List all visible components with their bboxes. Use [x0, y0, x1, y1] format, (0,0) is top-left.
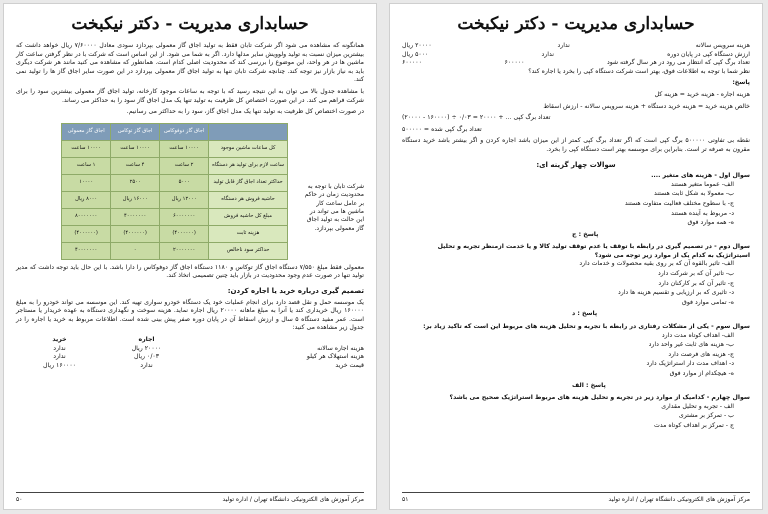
table-header: اجاق گاز دوفوکاس: [160, 123, 209, 140]
table-cell: ۱۰۰۰۰ ساعت: [111, 140, 160, 157]
option: د- اهداف مدت دار استراتژیک دارد: [646, 360, 734, 368]
left-page: [3, 3, 377, 510]
answer: پاسخ : الف: [572, 381, 606, 389]
table-cell: (۴۰۰۰۰۰۰): [111, 225, 160, 242]
footer-text: مرکز آموزش های الکترونیکی دانشگاه تهران / اداره تولید: [222, 496, 364, 503]
table-header: [209, 123, 288, 140]
table-cell: ۱۲۰۰۰ ریال: [160, 191, 209, 208]
table-cell: ۴ ساعت: [111, 157, 160, 174]
section-heading: سوالات چهار گزینه ای:: [536, 160, 616, 169]
table-cell: ندارد: [53, 353, 66, 361]
info-label: ارزش دستگاه کپی در پایان دوره: [667, 50, 750, 58]
page-footer: [16, 492, 364, 503]
paragraph: معمولی فقط مبلغ ۷/۵۵۰ دستگاه اجاق گاز توکاس و ۱۱۸۰ دستگاه اجاق گاز دوفوکاس را دارا باشد. با این حال باید توجه داشت که مدیر تولید تنها در صورت عدم وجود محدودیت در بازار باید چنین تصمیمی اتخاذ کند.: [16, 263, 365, 280]
table-row: [16, 362, 364, 371]
info-label: هزینه سرویس سالانه: [695, 42, 750, 49]
option: ه- همه موارد فوق: [687, 219, 734, 227]
info-value: ندارد: [557, 42, 570, 49]
option: ه- تمامی موارد فوق: [682, 298, 734, 306]
table-cell: ۲ ساعت: [160, 157, 209, 174]
table-cell: ۶۰۰۰۰۰۰۰: [160, 208, 209, 225]
question-note: نظر شما با توجه به اطلاعات فوق، بهتر است شرکت دستگاه کپی را بخرد یا اجاره کند؟: [528, 67, 750, 75]
table-cell: ۲۰۰۰۰۰۰۰: [160, 242, 209, 259]
table-cell: ۸۰۰۰۰۰۰۰: [62, 208, 111, 225]
table-cell: کل ساعات ماشین موجود: [209, 140, 288, 157]
option: ب- تاثیر آن که بر شرکت دارد: [658, 270, 734, 278]
paragraph: نقطه بی تفاوتی ۵۰۰۰۰۰ برگ کپی است که اگر تعداد برگ کپی کمتر از این میزان باشد اجاره کردن و اگر بیشتر باشد خرید دستگاه مقرون به صرفه تر است. بنابراین برای موسسه بهتر است دستگاه کپی را بخرد.: [402, 137, 750, 153]
option: الف- عموما متغیر هستند: [670, 180, 734, 188]
question-options: [402, 332, 750, 379]
info-value: ۵۰۰۰ ریال: [402, 50, 429, 58]
table-header: [190, 336, 364, 345]
info-line: [402, 51, 750, 60]
table-cell: (۴۰۰۰۰۰۰): [160, 225, 209, 242]
table-row: [62, 157, 288, 174]
option: د- مربوط به آینده هستند: [671, 209, 734, 217]
table-cell: مبلغ کل حاشیه فروش: [209, 208, 288, 225]
table-cell: ندارد: [53, 344, 66, 352]
table-row: [62, 174, 288, 191]
info-value: ۲۰۰۰۰ ریال: [402, 42, 432, 49]
paragraph: همانگونه که مشاهده می شود اگر شرکت تابان فقط به تولید اجاق گاز معمولی بپردازد سودی معادل ۷/۶۰۰۰۰ ریال خواهد داشت که بیشترین میزان نسبت به تولید ولوویش سایر مدلها دارد. اگر به شما می شود. از این اساس است که شرکت با در نظر گرفتن ساعت کار ماشین ها در هر واحد، این موضوع را بررسی کند که محدودیت اصلی کدام است. همانطور که مشاهده می کنید مانند هر شرکت دیگری باید به نیاز بازار نیز توجه کند. چنانچه شرکت تابان تنها به تولید اجاق گاز معمولی بپردازد در این صورت سایر اجاق گاز ها را تولید نمی کند.: [16, 42, 364, 84]
option: الف- تاثیر بالقوه آن که بر روی بقیه محصولات و خدمات دارد: [579, 260, 734, 268]
table-cell: حداکثر سود ناخالص: [209, 242, 288, 259]
option: الف - تجربه و تحلیل مقداری: [661, 402, 734, 410]
right-page: [389, 3, 763, 510]
table-header: اجاق گاز معمولی: [62, 123, 111, 140]
compare-table: [16, 336, 364, 370]
answer-label: پاسخ:: [732, 79, 750, 87]
table-row: [62, 242, 288, 259]
table-row: [62, 191, 288, 208]
table-header: خرید: [52, 335, 67, 343]
table-cell: ۱۰۰۰۰ ساعت: [62, 140, 111, 157]
table-cell: ۲۵۰۰: [111, 174, 160, 191]
option: الف- اهداف کوتاه مدت دارد: [661, 331, 734, 339]
paragraph: یک موسسه حمل و نقل قصد دارد برای انجام عملیات خود یک دستگاه خودرو سواری تهیه کند. این موسسه می تواند خودرو را به مبلغ ۱۶۰۰۰۰ ریال خریداری کند یا آنرا به مبلغ ماهانه ۲۰۰۰۰ ریال اجاره نماید. هزینه سوخت و نگهداری دستگاه به عهده خریدار یا مستاجر است. عمر مفید دستگاه ۵ سال و ارزش اسقاط آن در پایان دوره صفر پیش بینی شده است. اطلاعات مربوط به خرید یا اجاره را در جدول زیر مشاهده می کنید:: [16, 298, 365, 332]
option: ب- هزینه های ثابت غیر واحد دارد: [648, 341, 734, 349]
question-options: [402, 403, 750, 431]
formula: هزینه اجاره - هزینه خرید = هزینه کل: [654, 90, 750, 98]
question-title: سوال چهارم - کدامیک از موارد زیر در تجربه و تحلیل هزینه های مربوط استراتژیک صحیح می باشد؟: [449, 394, 750, 402]
table-cell: حداکثر تعداد اجاق گاز قابل تولید: [209, 174, 288, 191]
formula-calc: (۲۰۰۰۰ - ۱۶۰۰۰۰) ÷ ۰/۰۳ = ۲۰۰۰۰ + ... تعداد برگ کپی: [402, 114, 551, 122]
table-row: [62, 225, 288, 242]
table-cell: ندارد: [140, 361, 153, 369]
option: ج- تاثیر آن که بر کارکنان دارد: [658, 279, 734, 287]
question-options: [402, 260, 750, 307]
table-cell: ۲۰۰۰۰ ریال: [131, 344, 162, 352]
info-value: ۶۰۰۰۰۰: [504, 59, 525, 67]
paragraph: در صورت اختصاص کل ظرفیت به تولید تنها یک مدل اجاق گاز، سود را به حداکثر می رسانیم.: [126, 108, 364, 116]
answer: پاسخ : ج: [572, 230, 599, 238]
question-options: [402, 181, 750, 228]
question-title: سوال سوم - یکی از مشکلات رفتاری در رابطه با تجربه و تحلیل هزینه های مربوط این است که تاکید زیاد بر:: [423, 323, 750, 331]
info-value: ندارد: [541, 50, 554, 58]
page-title: حسابداری مدیریت - دکتر نیکبخت: [71, 14, 309, 34]
table-cell: ۰: [111, 242, 160, 259]
table-cell: ۵۰۰۰: [160, 174, 209, 191]
table-row: [16, 336, 364, 345]
option: د- تاثیری که بر ارزیابی و تقسیم هزینه ها دارد: [617, 289, 734, 297]
info-line: [402, 59, 750, 68]
formula: خالص هزینه خرید = هزینه خرید دستگاه + هزینه سرویس سالانه - ارزش اسقاط: [543, 102, 750, 110]
page-title: حسابداری مدیریت - دکتر نیکبخت: [457, 14, 695, 34]
answer: پاسخ : د: [572, 310, 598, 318]
info-label: تعداد برگ کپی که انتظار می رود در هر سال گرفته شود: [606, 59, 750, 67]
table-section: [16, 123, 364, 260]
table-cell: ۱۶۰۰۰۰ ریال: [42, 361, 76, 369]
production-table: [61, 123, 288, 260]
page-number: ۵۱: [402, 496, 409, 503]
table-row: [62, 140, 288, 157]
table-cell: ساعت لازم برای تولید هر دستگاه: [209, 157, 288, 174]
option: ب- معمولا به شکل ثابت هستند: [654, 190, 734, 198]
table-cell: هزینه اجاره سالانه: [317, 344, 364, 352]
option: ج- هزینه های فرصت دارد: [668, 350, 734, 358]
table-row: [62, 208, 288, 225]
formula-result: ۵۰۰۰۰۰ = تعداد برگ کپی شده: [402, 125, 482, 133]
table-header: اجاره: [138, 335, 155, 343]
section-heading: تصمیم گیری درباره خرید یا اجاره کردن:: [227, 286, 364, 295]
question-title: سوال اول - هزینه های متغیر ....: [651, 172, 750, 180]
table-cell: ۱۰۰۰۰ ساعت: [160, 140, 209, 157]
footer-text: مرکز آموزش های الکترونیکی دانشگاه تهران / اداره تولید: [608, 496, 750, 503]
info-line: [402, 42, 750, 51]
table-cell: حاشیه فروش هر دستگاه: [209, 191, 288, 208]
table-cell: ۸۰۰۰ ریال: [62, 191, 111, 208]
table-cell: قیمت خرید: [335, 361, 364, 369]
option: ج- با سطوح مختلف فعالیت متفاوت هستند: [624, 199, 734, 207]
table-cell: هزینه ثابت: [209, 225, 288, 242]
table-row: [16, 353, 364, 362]
table-row: [16, 345, 364, 354]
info-value: ۶۰۰۰۰۰: [402, 59, 422, 67]
paragraph: با مشاهده جدول بالا می توان به این نتیجه رسید که با توجه به ساعات موجود کارخانه، تولید اجاق گاز معمولی بیشترین سود را برای شرکت فراهم می کند. در این صورت اختصاص کل ظرفیت به تولید تنها یک مدل اجاق گاز سود را به حداکثر می رساند.: [16, 87, 364, 104]
page-number: ۵۰: [16, 496, 23, 503]
option: ج - تمرکز بر اهداف کوتاه مدت: [654, 421, 734, 429]
option: ه- هیچکدام از موارد فوق: [669, 370, 734, 377]
option: ب - تمرکز بر مشتری: [678, 412, 734, 420]
side-text: شرکت تابان با توجه به محدودیت زمان در حاکم بر عامل ساعت کار ماشین ها می تواند در این حالت به تولید اجاق گاز معمولی بپردازد.: [304, 182, 364, 232]
table-cell: ۰/۰۳ ریال: [133, 353, 160, 361]
table-cell: ۱۶۰۰۰ ریال: [111, 191, 160, 208]
page-footer: [402, 492, 750, 503]
table-cell: ۴۰۰۰۰۰۰۰: [62, 242, 111, 259]
table-cell: ۱۰۰۰۰: [62, 174, 111, 191]
table-header: اجاق گاز توکاس: [111, 123, 160, 140]
question-title: سوال دوم - در تصمیم گیری در رابطه با توقف یا عدم توقف تولید کالا و یا خدمت ازمنظر تجربه و تحلیل اسیتراتژیک به کدام یک از موارد زیر توجه می شود؟: [437, 243, 750, 259]
table-cell: (۴۰۰۰۰۰۰): [62, 225, 111, 242]
table-cell: ۴۰۰۰۰۰۰۰: [111, 208, 160, 225]
table-cell: ۱ ساعت: [62, 157, 111, 174]
table-cell: هزینه استهلاک هر کیلو: [306, 353, 364, 361]
